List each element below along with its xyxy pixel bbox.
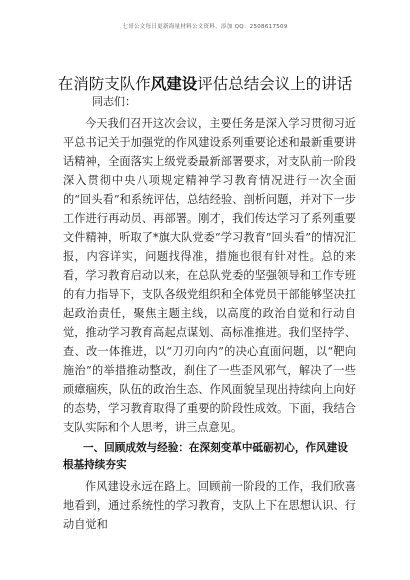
body-paragraph: 今天我们召开这次会议，主要任务是深入学习贯彻习近平总书记关于加强党的作风建设系列重要论述和最新重要讲话精神，全面落实上级党委最新部署要求，对支队前一阶段深入贯彻中央八项规定精神学习教育情况进行一次全面的“回头看”和系统评估，总结经验、剖析问题，并对下一步工作进行再动员、再部署。刚才，我们传达学习了系列重要文件精神，听取了*旗大队党委“学习教育”回头看”的情况汇报，内容详实，问题找得准，措施也很有针对性。总的来看，学习教育启动以来，在总队党委的坚强领导和工作专班的有力指导下，支队各级党组织和全体党员干部能够坚决扛起政治责任，聚焦主题主线，以高度的政治自觉和行动自觉，推动学习教育高起点谋划、高标准推进。我们坚持学、查、改一体推进，以“刀刃向内”的决心直面问题，以“靶向施治”的举措推动整改，刹住了一些歪风邪气，解决了一些顽瘴痼疾，队伍的政治生态、作风面貌呈现出持续向上向好的态势，学习教育取得了重要的阶段性成效。下面，我结合支队实际和个人思考，讲三点意见。 xyxy=(63,117,356,434)
title-prefix: 在消防支队作 xyxy=(57,75,151,93)
body-paragraph-continued: 作风建设永远在路上。回顾前一阶段的工作，我们欣喜地看到，通过系统性的学习教育，支队上下在思想认识、行动自觉和 xyxy=(63,480,356,531)
document-body xyxy=(63,114,356,534)
title-suffix: 评估总结会议上的讲话 xyxy=(197,75,353,93)
header-note: 七哥公文每日更新海量材料公文资料，添加 QQ：2508617509 xyxy=(122,24,288,30)
document-title xyxy=(0,72,410,94)
salutation: 同志们： xyxy=(92,95,136,108)
section-heading: 一、回顾成效与经验：在深刻变革中砥砺初心，作风建设根基持续夯实 xyxy=(63,442,348,471)
title-bold: 风建设 xyxy=(150,74,198,93)
